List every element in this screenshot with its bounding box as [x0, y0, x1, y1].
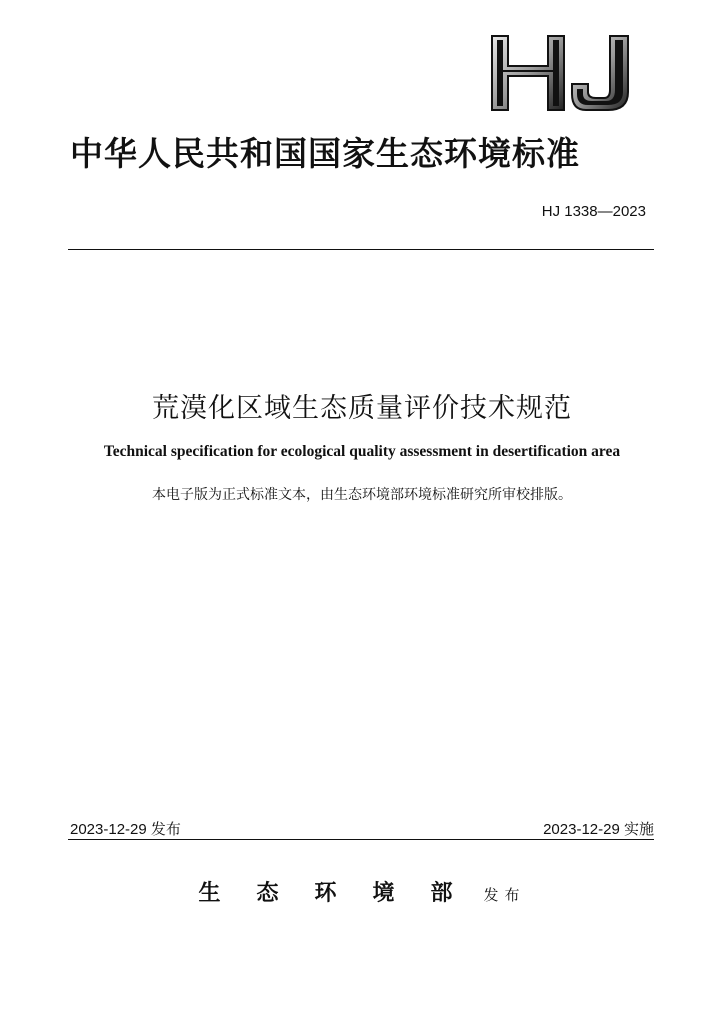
standard-category-title: 中华人民共和国国家生态环境标准 — [70, 134, 580, 173]
footer-divider — [68, 839, 654, 840]
document-title-english: Technical specification for ecological quality assessment in desertification area — [103, 443, 621, 460]
hj-logo — [488, 32, 638, 114]
standard-number: HJ 1338—2023 — [541, 203, 646, 220]
issuer-suffix: 发布 — [483, 886, 526, 904]
document-title-chinese: 荒漠化区域生态质量评价技术规范 — [152, 393, 572, 424]
issue-date: 2023-12-29 发布 — [70, 821, 181, 838]
implementation-date: 2023-12-29 实施 — [543, 821, 654, 838]
logo-letter-j — [572, 36, 628, 110]
electronic-edition-note: 本电子版为正式标准文本，由生态环境部环境标准研究所审校排版。 — [152, 487, 572, 503]
header-divider — [68, 249, 654, 250]
issuer-row — [0, 876, 724, 907]
issuer-name: 生态环境部 — [198, 880, 489, 906]
logo-letter-h — [492, 36, 564, 110]
